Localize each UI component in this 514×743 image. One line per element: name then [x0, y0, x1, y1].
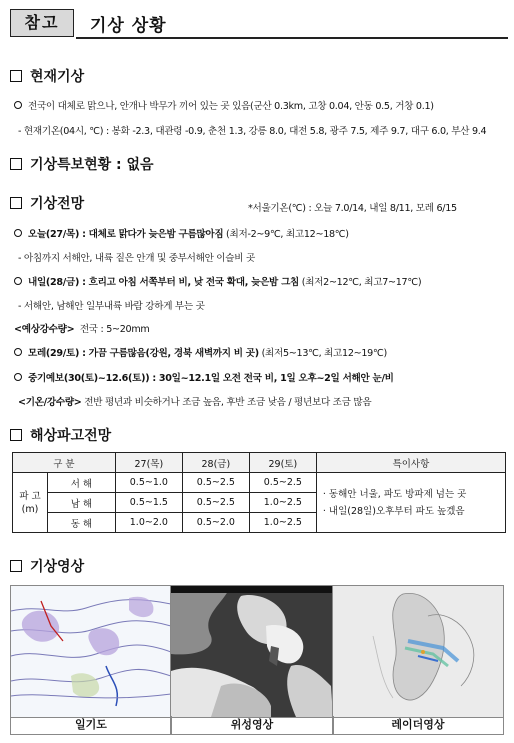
wave-value: 0.5~1.5	[115, 493, 182, 513]
midterm-head: 중기예보(30(토)~12.6(토)) : 30일~12.1일 오전 전국 비, 1일 오후~2일 서해안 눈/비	[28, 373, 394, 384]
caption-weather-chart: 일기도	[10, 716, 172, 735]
wave-value: 0.5~2.5	[249, 473, 316, 493]
forecast-tomorrow	[14, 274, 421, 288]
square-bullet-icon	[10, 158, 22, 170]
circle-bullet-icon	[14, 101, 22, 109]
rain-amount	[14, 321, 149, 335]
section-wave-title	[10, 425, 111, 445]
sea-name: 동 해	[48, 513, 116, 533]
header-tag: 참고	[10, 9, 74, 37]
section-imagery-label: 기상영상	[30, 559, 85, 575]
radar-graphic	[333, 586, 503, 717]
satellite-graphic	[171, 586, 333, 717]
wave-notes	[316, 473, 505, 533]
circle-bullet-icon	[14, 277, 22, 285]
section-forecast-label: 기상전망	[30, 196, 85, 212]
caption-satellite: 위성영상	[170, 716, 334, 735]
square-bullet-icon	[10, 560, 22, 572]
section-current-title	[10, 66, 84, 86]
section-warning-title	[10, 154, 154, 174]
wave-value: 0.5~1.0	[115, 473, 182, 493]
col-header-day3: 29(토)	[249, 453, 316, 473]
col-header-notes: 특이사항	[316, 453, 505, 473]
midterm-text: 전반 평년과 비슷하거나 조금 높음, 후반 조금 낮음 / 평년보다 조금 많음	[81, 397, 372, 408]
wave-value: 1.0~2.5	[249, 513, 316, 533]
col-header-day2: 28(금)	[182, 453, 249, 473]
current-line-1	[14, 98, 434, 112]
tomorrow-head: 내일(28/금) : 흐리고 아침 서쪽부터 비, 낮 전국 확대, 늦은밤 그침	[28, 277, 300, 288]
today-head: 오늘(27/목) : 대체로 맑다가 늦은밤 구름많아짐	[28, 229, 224, 240]
wave-value: 0.5~2.5	[182, 473, 249, 493]
page-title: 기상 상황	[90, 16, 167, 36]
tomorrow-temps: (최저2~12℃, 최고7~17℃)	[299, 277, 422, 288]
section-forecast-title	[10, 193, 84, 213]
satellite-image	[170, 585, 334, 718]
wave-value: 1.0~2.0	[115, 513, 182, 533]
forecast-today	[14, 226, 349, 240]
weather-chart-image	[10, 585, 172, 718]
circle-bullet-icon	[14, 348, 22, 356]
today-temps: (최저-2~9℃, 최고12~18℃)	[223, 229, 349, 240]
table-row	[13, 473, 506, 493]
current-line-2: - 현재기온(04시, ℃) : 봉화 -2.3, 대관령 -0.9, 춘천 1.3, 강릉 8.0, 대전 5.8, 광주 7.5, 제주 9.7, 대구 6.0, 부산 9.4	[18, 126, 487, 137]
circle-bullet-icon	[14, 229, 22, 237]
wave-table	[12, 452, 506, 533]
forecast-midterm	[14, 370, 394, 384]
square-bullet-icon	[10, 197, 22, 209]
square-bullet-icon	[10, 429, 22, 441]
sea-name: 남 해	[48, 493, 116, 513]
wave-value: 0.5~2.0	[182, 513, 249, 533]
wave-value: 1.0~2.5	[249, 493, 316, 513]
col-header-day1: 27(목)	[115, 453, 182, 473]
caption-radar: 레이더영상	[332, 716, 504, 735]
section-imagery-title	[10, 556, 84, 576]
wave-note-1: · 동해안 너울, 파도 방파제 넘는 곳	[322, 488, 467, 500]
forecast-dayafter	[14, 345, 387, 359]
seoul-temps: *서울기온(℃) : 오늘 7.0/14, 내일 8/11, 모레 6/15	[248, 203, 457, 214]
col-header-category: 구 분	[13, 453, 116, 473]
rain-label: <예상강수량>	[14, 324, 75, 335]
circle-bullet-icon	[14, 373, 22, 381]
dayafter-head: 모레(29/토) : 가끔 구름많음(강원, 경북 새벽까지 비 곳)	[28, 348, 259, 359]
weather-chart-graphic	[11, 586, 171, 717]
square-bullet-icon	[10, 70, 22, 82]
radar-image	[332, 585, 504, 718]
section-wave-label: 해상파고전망	[30, 428, 112, 444]
section-warning-label: 기상특보현황 : 없음	[30, 157, 154, 173]
current-text-1: 전국이 대체로 맑으나, 안개나 박무가 끼어 있는 곳 있음(군산 0.3km, 고창 0.04, 안동 0.5, 거창 0.1)	[28, 101, 434, 112]
header-divider	[76, 37, 508, 39]
midterm-label: <기온/강수량>	[18, 397, 82, 408]
dayafter-temps: (최저5~13℃, 최고12~19℃)	[258, 348, 387, 359]
wave-note-2: · 내일(28일)오후부터 파도 높겠음	[322, 505, 465, 517]
today-sub: - 아침까지 서해안, 내륙 짙은 안개 및 중부서해안 이슬비 곳	[18, 253, 255, 264]
midterm-detail	[18, 394, 371, 408]
wave-group-label: 파 고 (m)	[13, 473, 48, 533]
wave-value: 0.5~2.5	[182, 493, 249, 513]
section-current-label: 현재기상	[30, 69, 85, 85]
tomorrow-sub: - 서해안, 남해안 일부내륙 바람 강하게 부는 곳	[18, 301, 205, 312]
sea-name: 서 해	[48, 473, 116, 493]
wave-table-header	[13, 453, 506, 473]
rain-value: 전국 : 5~20mm	[79, 324, 150, 335]
